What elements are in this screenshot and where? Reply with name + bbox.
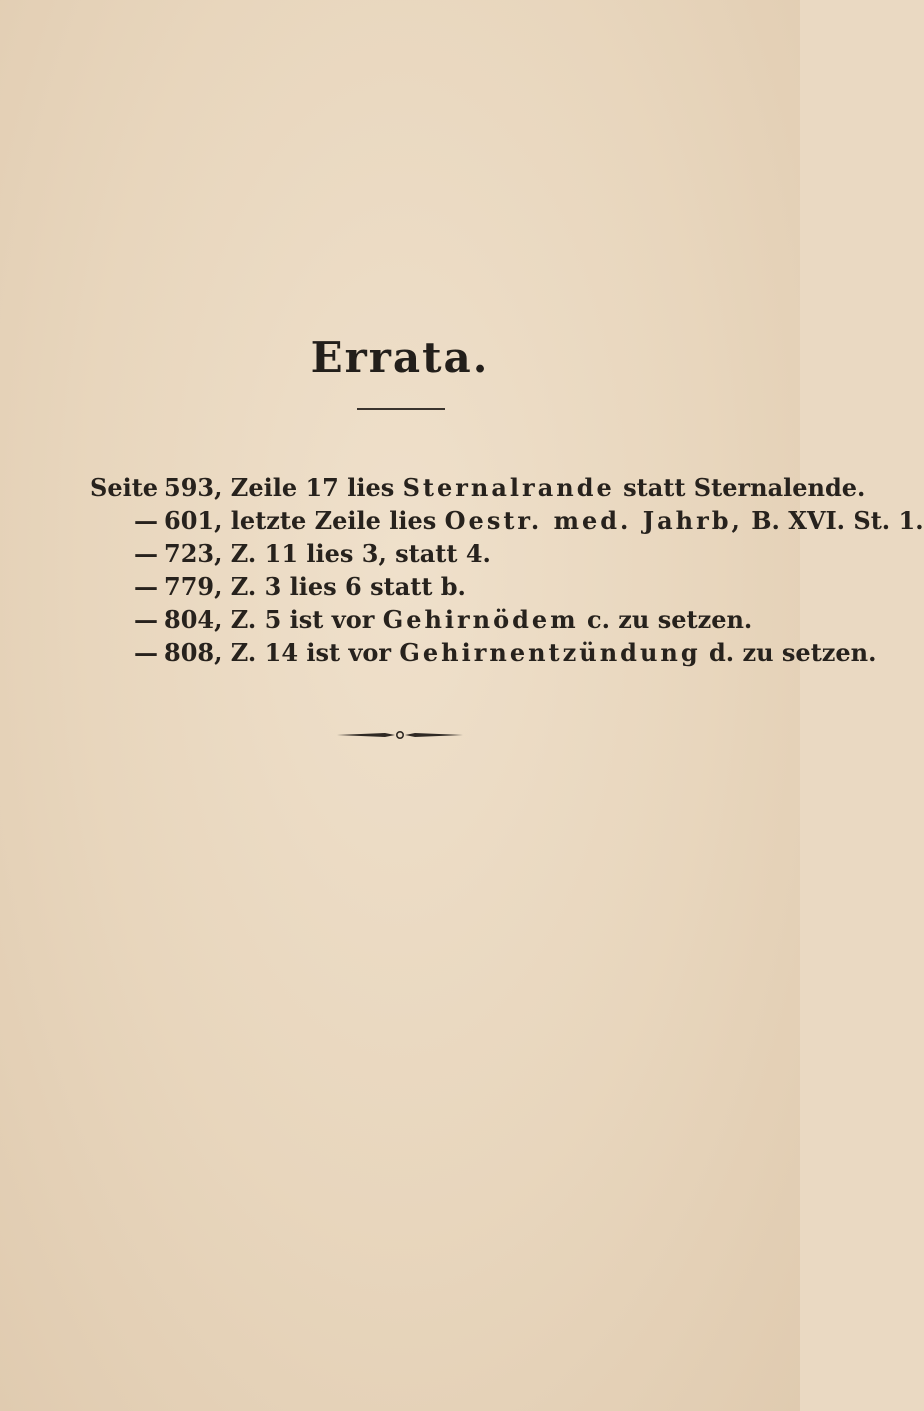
- entry-spaced-term: Gehirnödem: [382, 605, 579, 634]
- entry-lead: —: [134, 572, 158, 601]
- entry-text: 723, Z. 11 lies 3, statt 4.: [164, 539, 491, 568]
- entry-text-end: B. XVI. St. 1.: [742, 506, 924, 535]
- title-divider: [357, 408, 445, 410]
- errata-entry: [90, 572, 466, 601]
- entry-text-end: d. zu setzen.: [700, 638, 877, 667]
- errata-entry: [90, 473, 865, 502]
- entry-lead: —: [134, 638, 158, 667]
- entry-lead: Seite: [90, 473, 159, 502]
- entry-text-end: statt Sternalende.: [614, 473, 866, 502]
- entry-text: 601, letzte Zeile lies: [164, 506, 445, 535]
- errata-entry: [90, 539, 491, 568]
- end-ornament-icon: [335, 730, 465, 740]
- entry-lead: —: [134, 605, 158, 634]
- entry-spaced-term: Sternalrande: [402, 473, 615, 502]
- entry-text: 779, Z. 3 lies 6 statt b.: [164, 572, 466, 601]
- errata-entry: [90, 638, 876, 667]
- entry-text: 804, Z. 5 ist vor: [164, 605, 383, 634]
- page-title: Errata.: [310, 333, 490, 382]
- entry-lead: —: [134, 506, 158, 535]
- errata-entry: [90, 605, 752, 634]
- entry-spaced-term: Oestr. med. Jahrb,: [444, 506, 743, 535]
- entry-lead: —: [134, 539, 158, 568]
- entry-spaced-term: Gehirnentzündung: [399, 638, 701, 667]
- entry-text: 808, Z. 14 ist vor: [164, 638, 400, 667]
- entry-text: 593, Zeile 17 lies: [164, 473, 403, 502]
- entry-text-end: c. zu setzen.: [578, 605, 753, 634]
- errata-entry: [90, 506, 924, 535]
